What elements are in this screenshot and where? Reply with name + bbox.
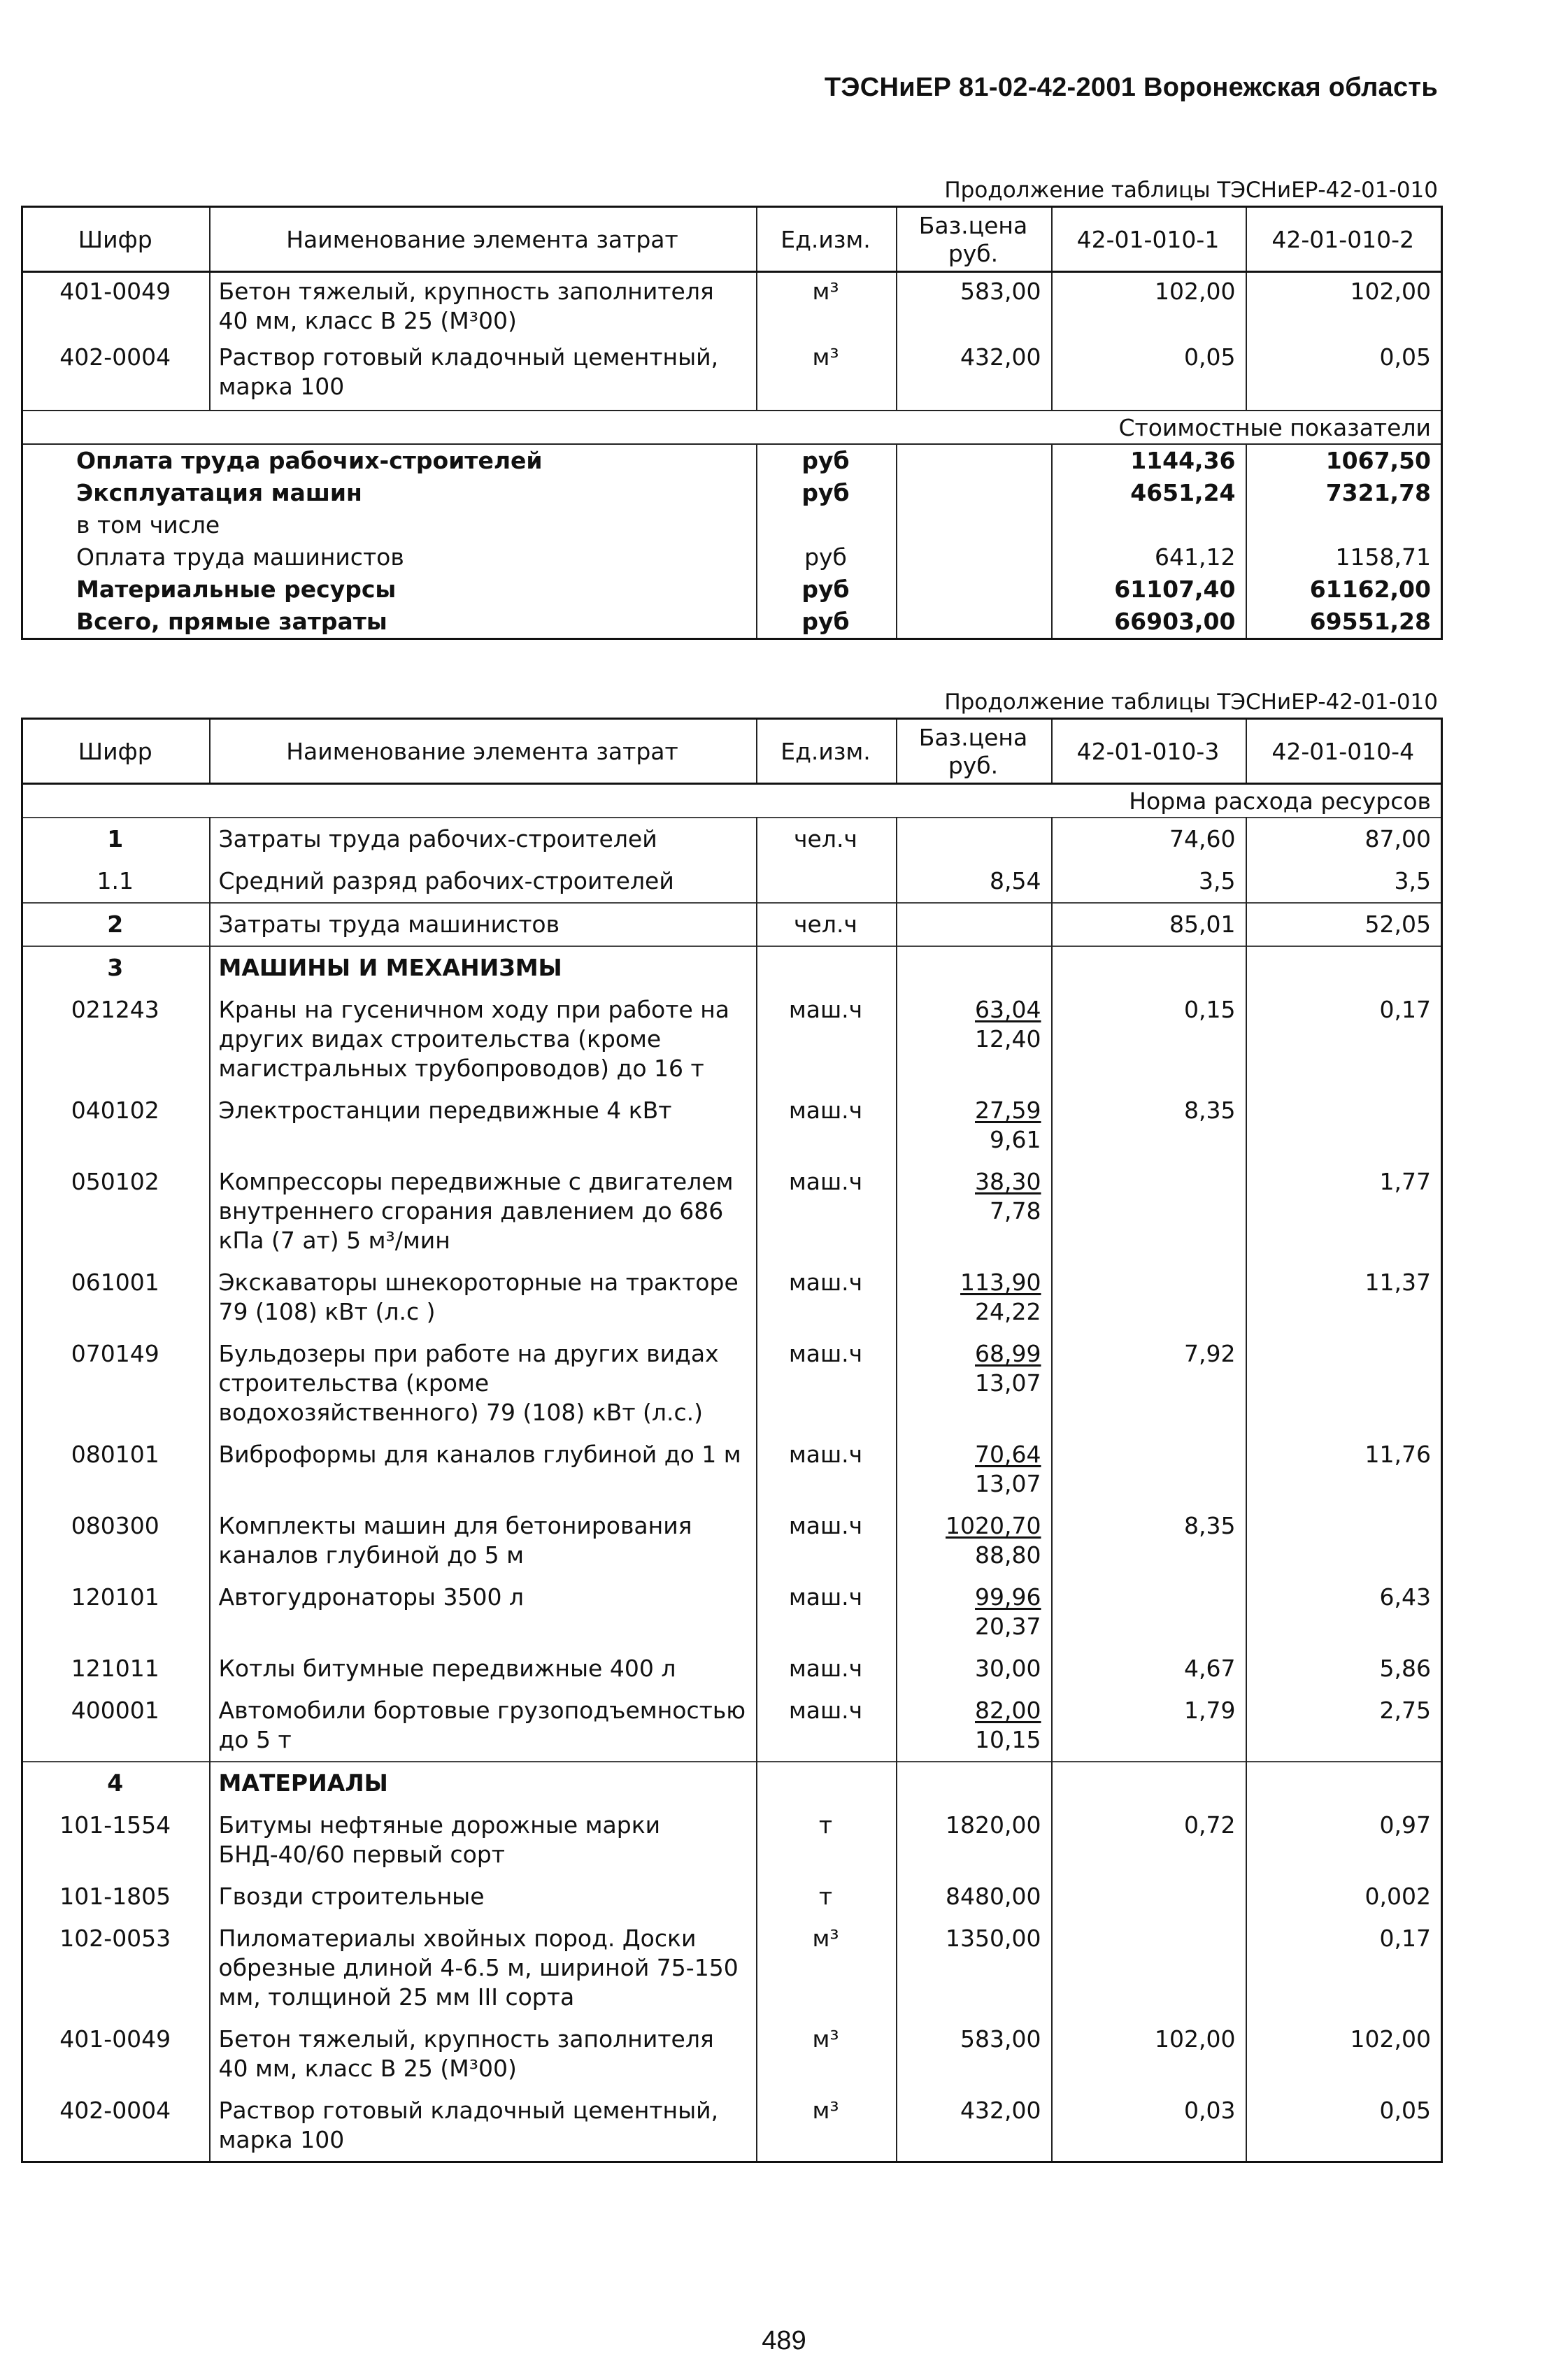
cost-price-cell — [897, 509, 1052, 541]
price-cell — [897, 1333, 1052, 1434]
value-cell-b — [1246, 1505, 1442, 1576]
col-header-unit: Ед.изм. — [757, 719, 897, 784]
unit-cell — [757, 946, 897, 989]
col-header-unit: Ед.изм. — [757, 207, 897, 272]
code-cell: 101-1805 — [59, 1883, 171, 1910]
cost-name-cell: Оплата труда рабочих-строителей — [76, 447, 543, 474]
unit-cell: маш.ч — [757, 1262, 897, 1333]
value-cell-a: 0,03 — [1052, 2090, 1246, 2162]
unit-cell: м³ — [757, 2018, 897, 2090]
table-row — [22, 1876, 1442, 1918]
table2-caption: Продолжение таблицы ТЭСНиЕР-42-01-010 — [944, 690, 1438, 715]
value-cell-b: 52,05 — [1246, 903, 1442, 946]
col-header-name: Наименование элемента затрат — [210, 719, 757, 784]
price-wage: 13,07 — [975, 1470, 1041, 1497]
value-cell-a — [1052, 1161, 1246, 1262]
code-cell: 070149 — [71, 1340, 159, 1367]
price-cell — [897, 1690, 1052, 1762]
table1-caption: Продолжение таблицы ТЭСНиЕР-42-01-010 — [944, 178, 1438, 203]
value-cell-a — [1052, 1762, 1246, 1804]
header-row — [22, 719, 1442, 784]
name-cell: Гвозди строительные — [210, 1876, 757, 1918]
value-cell-b: 6,43 — [1246, 1576, 1442, 1648]
code-cell: 121011 — [71, 1655, 159, 1682]
price-cell — [897, 1505, 1052, 1576]
value-cell-a — [1052, 1576, 1246, 1648]
value-cell-a — [1052, 946, 1246, 989]
unit-cell: т — [757, 1876, 897, 1918]
cost-value-cell-a: 641,12 — [1052, 541, 1246, 573]
table-row — [22, 903, 1442, 946]
name-cell: Раствор готовый кладочный цементный, марка 100 — [210, 2090, 757, 2162]
table-row — [22, 338, 1442, 411]
value-cell-a — [1052, 1918, 1246, 2018]
value-cell-b: 5,86 — [1246, 1648, 1442, 1690]
price-cell — [897, 1090, 1052, 1161]
cost-value-cell-a — [1052, 509, 1246, 541]
page-number: 489 — [762, 2326, 806, 2355]
cost-row — [22, 509, 1442, 541]
price-total: 82,00 — [975, 1697, 1041, 1724]
unit-cell — [757, 1762, 897, 1804]
cost-unit-cell: руб — [757, 477, 897, 509]
price-total: 70,64 — [975, 1441, 1041, 1468]
unit-cell: маш.ч — [757, 1161, 897, 1262]
cost-value-cell-a: 4651,24 — [1052, 477, 1246, 509]
code-cell: 2 — [107, 911, 124, 938]
name-cell: Краны на гусеничном ходу при работе на других видах строительства (кроме магистральных трубопроводов) до 16 т — [210, 989, 757, 1090]
code-cell: 401-0049 — [59, 2025, 171, 2053]
cost-price-cell — [897, 444, 1052, 477]
name-cell: Бульдозеры при работе на других видах строительства (кроме водохозяйственного) 79 (108) кВт (л.с.) — [210, 1333, 757, 1434]
unit-cell: маш.ч — [757, 1505, 897, 1576]
unit-cell: маш.ч — [757, 1090, 897, 1161]
price-total: 1020,70 — [946, 1512, 1041, 1539]
cost-row — [22, 606, 1442, 639]
table-row — [22, 272, 1442, 339]
name-cell: Автомобили бортовые грузоподъемностью до 5 т — [210, 1690, 757, 1762]
value-cell-b: 102,00 — [1246, 2018, 1442, 2090]
value-cell-a: 0,05 — [1052, 338, 1246, 411]
cost-row — [22, 444, 1442, 477]
cost-value-cell-b: 7321,78 — [1246, 477, 1442, 509]
price-total: 113,90 — [960, 1269, 1041, 1296]
unit-cell: маш.ч — [757, 989, 897, 1090]
cost-unit-cell: руб — [757, 573, 897, 606]
value-cell-b: 0,05 — [1246, 2090, 1442, 2162]
section-label: Норма расхода ресурсов — [1129, 787, 1431, 815]
price-cell — [897, 818, 1052, 860]
section-label: Стоимостные показатели — [1118, 414, 1431, 441]
table-row — [22, 1576, 1442, 1648]
table-row — [22, 1161, 1442, 1262]
name-cell: Комплекты машин для бетонирования каналов глубиной до 5 м — [210, 1505, 757, 1576]
name-cell: Бетон тяжелый, крупность заполнителя 40 мм, класс В 25 (М³00) — [210, 272, 757, 339]
name-cell: Компрессоры передвижные с двигателем внутреннего сгорания давлением до 686 кПа (7 ат) 5 м³/мин — [210, 1161, 757, 1262]
code-cell: 080101 — [71, 1441, 159, 1468]
name-cell: Электростанции передвижные 4 кВт — [210, 1090, 757, 1161]
name-cell: Экскаваторы шнекороторные на тракторе 79 (108) кВт (л.с ) — [210, 1262, 757, 1333]
cost-row — [22, 541, 1442, 573]
value-cell-a — [1052, 1434, 1246, 1505]
price-cell: 8,54 — [897, 860, 1052, 903]
price-cell — [897, 989, 1052, 1090]
value-cell-a: 8,35 — [1052, 1505, 1246, 1576]
name-cell: Затраты труда машинистов — [210, 903, 757, 946]
value-cell-b: 102,00 — [1246, 272, 1442, 339]
col-header-code: Шифр — [78, 738, 152, 765]
name-cell: Бетон тяжелый, крупность заполнителя 40 мм, класс В 25 (М³00) — [210, 2018, 757, 2090]
price-cell: 1350,00 — [897, 1918, 1052, 2018]
name-cell: Котлы битумные передвижные 400 л — [210, 1648, 757, 1690]
value-cell-b: 0,002 — [1246, 1876, 1442, 1918]
cost-value-cell-b: 69551,28 — [1246, 606, 1442, 639]
price-wage: 20,37 — [975, 1613, 1041, 1640]
table-row — [22, 1333, 1442, 1434]
price-cell: 583,00 — [897, 272, 1052, 339]
name-cell: Раствор готовый кладочный цементный, марка 100 — [210, 338, 757, 411]
unit-cell: чел.ч — [757, 818, 897, 860]
value-cell-b — [1246, 1090, 1442, 1161]
table-row — [22, 1804, 1442, 1876]
unit-cell: м³ — [757, 1918, 897, 2018]
price-total: 27,59 — [975, 1097, 1041, 1124]
value-cell-b: 0,97 — [1246, 1804, 1442, 1876]
table-row — [22, 1262, 1442, 1333]
table-row — [22, 2090, 1442, 2162]
cost-name-cell: Материальные ресурсы — [76, 576, 397, 603]
price-total: 63,04 — [975, 996, 1041, 1023]
unit-cell — [757, 860, 897, 903]
value-cell-b: 0,17 — [1246, 1918, 1442, 2018]
value-cell-a: 102,00 — [1052, 2018, 1246, 2090]
cost-unit-cell: руб — [757, 541, 897, 573]
price-wage: 10,15 — [975, 1726, 1041, 1753]
cost-price-cell — [897, 477, 1052, 509]
cost-value-cell-a: 61107,40 — [1052, 573, 1246, 606]
name-cell: Средний разряд рабочих-строителей — [210, 860, 757, 903]
value-cell-a: 74,60 — [1052, 818, 1246, 860]
cost-row — [22, 573, 1442, 606]
code-cell: 050102 — [71, 1168, 159, 1195]
section-row — [22, 784, 1442, 818]
value-cell-b: 1,77 — [1246, 1161, 1442, 1262]
value-cell-a: 3,5 — [1052, 860, 1246, 903]
code-cell: 101-1554 — [59, 1811, 171, 1839]
table2 — [21, 718, 1443, 2163]
unit-cell: м³ — [757, 338, 897, 411]
col-header-norm-a: 42-01-010-1 — [1052, 207, 1246, 272]
cost-value-cell-b — [1246, 509, 1442, 541]
value-cell-a: 1,79 — [1052, 1690, 1246, 1762]
section-row — [22, 411, 1442, 444]
price-cell — [897, 1262, 1052, 1333]
price-cell: 432,00 — [897, 338, 1052, 411]
price-wage: 13,07 — [975, 1369, 1041, 1397]
table-row — [22, 1648, 1442, 1690]
value-cell-a: 7,92 — [1052, 1333, 1246, 1434]
code-cell: 021243 — [71, 996, 159, 1023]
code-cell: 061001 — [71, 1269, 159, 1296]
name-cell: Пиломатериалы хвойных пород. Доски обрезные длиной 4-6.5 м, шириной 75-150 мм, толщиной 25 мм III сорта — [210, 1918, 757, 2018]
table-row — [22, 1090, 1442, 1161]
code-cell: 1.1 — [97, 867, 134, 894]
code-cell: 4 — [107, 1769, 124, 1797]
price-cell: 1820,00 — [897, 1804, 1052, 1876]
name-cell: Автогудронаторы 3500 л — [210, 1576, 757, 1648]
price-cell — [897, 1762, 1052, 1804]
price-cell: 30,00 — [897, 1648, 1052, 1690]
code-cell: 1 — [107, 825, 124, 853]
value-cell-b — [1246, 1762, 1442, 1804]
table-row — [22, 1918, 1442, 2018]
name-cell: Битумы нефтяные дорожные марки БНД-40/60 первый сорт — [210, 1804, 757, 1876]
price-cell — [897, 1161, 1052, 1262]
code-cell: 120101 — [71, 1583, 159, 1611]
price-total: 38,30 — [975, 1168, 1041, 1195]
col-header-norm-b: 42-01-010-4 — [1246, 719, 1442, 784]
col-header-code: Шифр — [78, 226, 152, 253]
code-cell: 402-0004 — [59, 2097, 171, 2124]
table-row — [22, 818, 1442, 860]
price-wage: 12,40 — [975, 1025, 1041, 1053]
value-cell-b: 87,00 — [1246, 818, 1442, 860]
value-cell-b: 2,75 — [1246, 1690, 1442, 1762]
price-cell: 583,00 — [897, 2018, 1052, 2090]
value-cell-a — [1052, 1262, 1246, 1333]
code-cell: 040102 — [71, 1097, 159, 1124]
name-cell: МАТЕРИАЛЫ — [210, 1762, 757, 1804]
page-header: ТЭСНиЕР 81-02-42-2001 Воронежская область — [824, 73, 1438, 102]
col-header-price: Баз.цена руб. — [897, 719, 1052, 784]
cost-name-cell: Оплата труда машинистов — [76, 543, 404, 571]
price-cell — [897, 1434, 1052, 1505]
cost-value-cell-b: 61162,00 — [1246, 573, 1442, 606]
unit-cell: м³ — [757, 272, 897, 339]
cost-unit-cell — [757, 509, 897, 541]
code-cell: 102-0053 — [59, 1925, 171, 1952]
price-wage: 7,78 — [990, 1197, 1041, 1225]
unit-cell: маш.ч — [757, 1690, 897, 1762]
cost-name-cell: Эксплуатация машин — [76, 479, 362, 506]
value-cell-b: 0,17 — [1246, 989, 1442, 1090]
value-cell-b: 11,37 — [1246, 1262, 1442, 1333]
cost-unit-cell: руб — [757, 444, 897, 477]
value-cell-b: 3,5 — [1246, 860, 1442, 903]
price-total: 99,96 — [975, 1583, 1041, 1611]
unit-cell: маш.ч — [757, 1648, 897, 1690]
price-cell: 432,00 — [897, 2090, 1052, 2162]
price-wage: 9,61 — [990, 1126, 1041, 1153]
value-cell-a — [1052, 1876, 1246, 1918]
table-row — [22, 860, 1442, 903]
value-cell-b — [1246, 1333, 1442, 1434]
header-row — [22, 207, 1442, 272]
value-cell-a: 0,15 — [1052, 989, 1246, 1090]
unit-cell: чел.ч — [757, 903, 897, 946]
price-total: 68,99 — [975, 1340, 1041, 1367]
cost-value-cell-b: 1067,50 — [1246, 444, 1442, 477]
name-cell: Затраты труда рабочих-строителей — [210, 818, 757, 860]
code-cell: 3 — [107, 954, 124, 981]
price-cell — [897, 903, 1052, 946]
value-cell-a: 102,00 — [1052, 272, 1246, 339]
price-wage: 88,80 — [975, 1541, 1041, 1569]
cost-name-cell: в том числе — [76, 511, 220, 539]
price-cell — [897, 946, 1052, 989]
name-cell: Виброформы для каналов глубиной до 1 м — [210, 1434, 757, 1505]
col-header-norm-b: 42-01-010-2 — [1246, 207, 1442, 272]
value-cell-b: 11,76 — [1246, 1434, 1442, 1505]
cost-unit-cell: руб — [757, 606, 897, 639]
col-header-norm-a: 42-01-010-3 — [1052, 719, 1246, 784]
price-cell: 8480,00 — [897, 1876, 1052, 1918]
code-cell: 402-0004 — [59, 343, 171, 371]
table1 — [21, 206, 1443, 640]
table-row — [22, 2018, 1442, 2090]
cost-price-cell — [897, 541, 1052, 573]
value-cell-a: 85,01 — [1052, 903, 1246, 946]
cost-value-cell-a: 1144,36 — [1052, 444, 1246, 477]
cost-row — [22, 477, 1442, 509]
value-cell-b: 0,05 — [1246, 338, 1442, 411]
unit-cell: маш.ч — [757, 1333, 897, 1434]
table-row — [22, 1505, 1442, 1576]
code-cell: 401-0049 — [59, 278, 171, 305]
section-heading-row — [22, 1762, 1442, 1804]
price-wage: 24,22 — [975, 1298, 1041, 1325]
cost-name-cell: Всего, прямые затраты — [76, 608, 387, 635]
cost-value-cell-a: 66903,00 — [1052, 606, 1246, 639]
unit-cell: маш.ч — [757, 1434, 897, 1505]
value-cell-a: 4,67 — [1052, 1648, 1246, 1690]
value-cell-a: 8,35 — [1052, 1090, 1246, 1161]
unit-cell: т — [757, 1804, 897, 1876]
unit-cell: маш.ч — [757, 1576, 897, 1648]
value-cell-b — [1246, 946, 1442, 989]
cost-price-cell — [897, 606, 1052, 639]
unit-cell: м³ — [757, 2090, 897, 2162]
col-header-name: Наименование элемента затрат — [210, 207, 757, 272]
col-header-price: Баз.цена руб. — [897, 207, 1052, 272]
section-heading-row — [22, 946, 1442, 989]
price-cell — [897, 1576, 1052, 1648]
table-row — [22, 1434, 1442, 1505]
code-cell: 400001 — [71, 1697, 159, 1724]
cost-value-cell-b: 1158,71 — [1246, 541, 1442, 573]
cost-price-cell — [897, 573, 1052, 606]
table-row — [22, 1690, 1442, 1762]
name-cell: МАШИНЫ И МЕХАНИЗМЫ — [210, 946, 757, 989]
value-cell-a: 0,72 — [1052, 1804, 1246, 1876]
code-cell: 080300 — [71, 1512, 159, 1539]
table-row — [22, 989, 1442, 1090]
